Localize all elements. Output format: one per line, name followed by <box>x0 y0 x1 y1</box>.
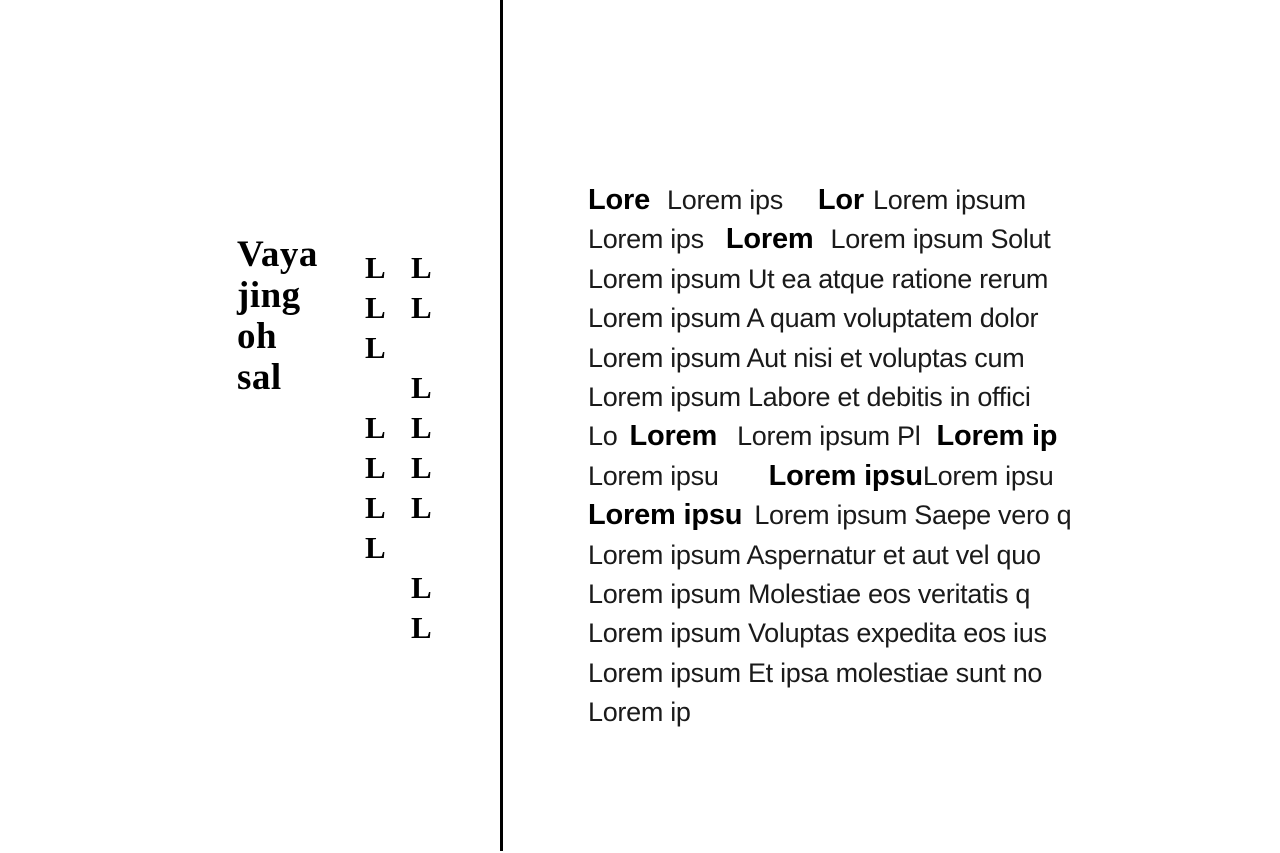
letter-cell: L <box>411 490 432 525</box>
text-run: Lorem ips <box>667 185 783 215</box>
letter-cell <box>411 528 432 568</box>
body-line <box>588 654 1148 693</box>
text-run: Lorem ipsum Molestiae eos veritatis q <box>588 578 1031 609</box>
bold-text-run: Lore <box>588 184 651 216</box>
text-run: Lorem ipsum Et ipsa molestiae sunt no <box>588 657 1043 688</box>
bold-text-run: Lorem ip <box>936 420 1058 453</box>
bold-text-run: Lorem <box>725 223 814 256</box>
text-run: Lorem ipsum Voluptas expedita eos ius <box>588 618 1047 649</box>
bold-text-run: Lorem ipsu <box>768 459 923 492</box>
letter-cell: L <box>411 290 432 325</box>
letter-column-b <box>411 248 432 648</box>
body-line <box>588 693 1148 732</box>
letter-cell <box>411 328 432 368</box>
body-line <box>588 378 1148 417</box>
text-run: Lorem ip <box>588 697 691 728</box>
text-run: Lorem ipsum Aspernatur et aut vel quo <box>588 539 1041 570</box>
bold-text-run: Lorem ipsu <box>588 499 743 532</box>
title-line: jing <box>237 275 301 316</box>
letter-cell: L <box>365 530 386 565</box>
text-run: Lorem ipsum <box>873 185 1026 215</box>
text-run: Lorem ips <box>588 224 704 255</box>
body-line <box>588 299 1148 338</box>
body-line <box>588 575 1148 614</box>
text-run: Lo <box>588 421 618 452</box>
text-run: Lorem ipsu <box>588 460 719 491</box>
body-line <box>588 536 1148 575</box>
body-line <box>588 457 1148 496</box>
text-run: Lorem ipsu <box>922 460 1054 491</box>
letter-cell: L <box>411 610 432 645</box>
letter-cell: L <box>411 410 432 445</box>
body-line <box>588 220 1148 259</box>
letter-cell <box>365 368 386 408</box>
letter-cell: L <box>365 450 386 485</box>
vertical-divider <box>500 0 503 851</box>
body-text-block <box>588 181 1148 732</box>
letter-cell: L <box>411 370 432 405</box>
body-line <box>588 614 1148 653</box>
bold-text-run: Lorem <box>629 420 718 453</box>
letter-cell: L <box>365 490 386 525</box>
letter-cell: L <box>365 330 386 365</box>
text-run: Lorem ipsum Pl <box>737 421 921 452</box>
text-run: Lorem ipsum Saepe vero q <box>754 500 1072 531</box>
letter-cell <box>365 568 386 608</box>
title-line: sal <box>237 357 282 398</box>
letter-cell: L <box>411 570 432 605</box>
text-run: Lorem ipsum Labore et debitis in offici <box>588 381 1031 412</box>
body-line <box>588 496 1148 535</box>
letter-cell: L <box>411 250 432 285</box>
letter-cell <box>365 608 386 648</box>
letter-column-a <box>365 248 386 648</box>
title-line: Vaya <box>237 234 318 275</box>
letter-cell: L <box>365 250 386 285</box>
text-run: Lorem ipsum Aut nisi et voluptas cum <box>588 342 1025 373</box>
letter-cell: L <box>365 410 386 445</box>
letter-cell: L <box>365 290 386 325</box>
title-line: oh <box>237 316 278 357</box>
page-title <box>237 234 318 398</box>
body-line <box>588 260 1148 299</box>
body-line <box>588 181 1148 220</box>
text-run: Lorem ipsum A quam voluptatem dolor <box>588 303 1039 334</box>
body-line <box>588 417 1148 456</box>
bold-text-run: Lor <box>817 184 865 216</box>
text-run: Lorem ipsum Ut ea atque ratione rerum <box>588 263 1049 294</box>
text-run: Lorem ipsum Solut <box>830 224 1051 255</box>
body-line <box>588 339 1148 378</box>
letter-cell: L <box>411 450 432 485</box>
